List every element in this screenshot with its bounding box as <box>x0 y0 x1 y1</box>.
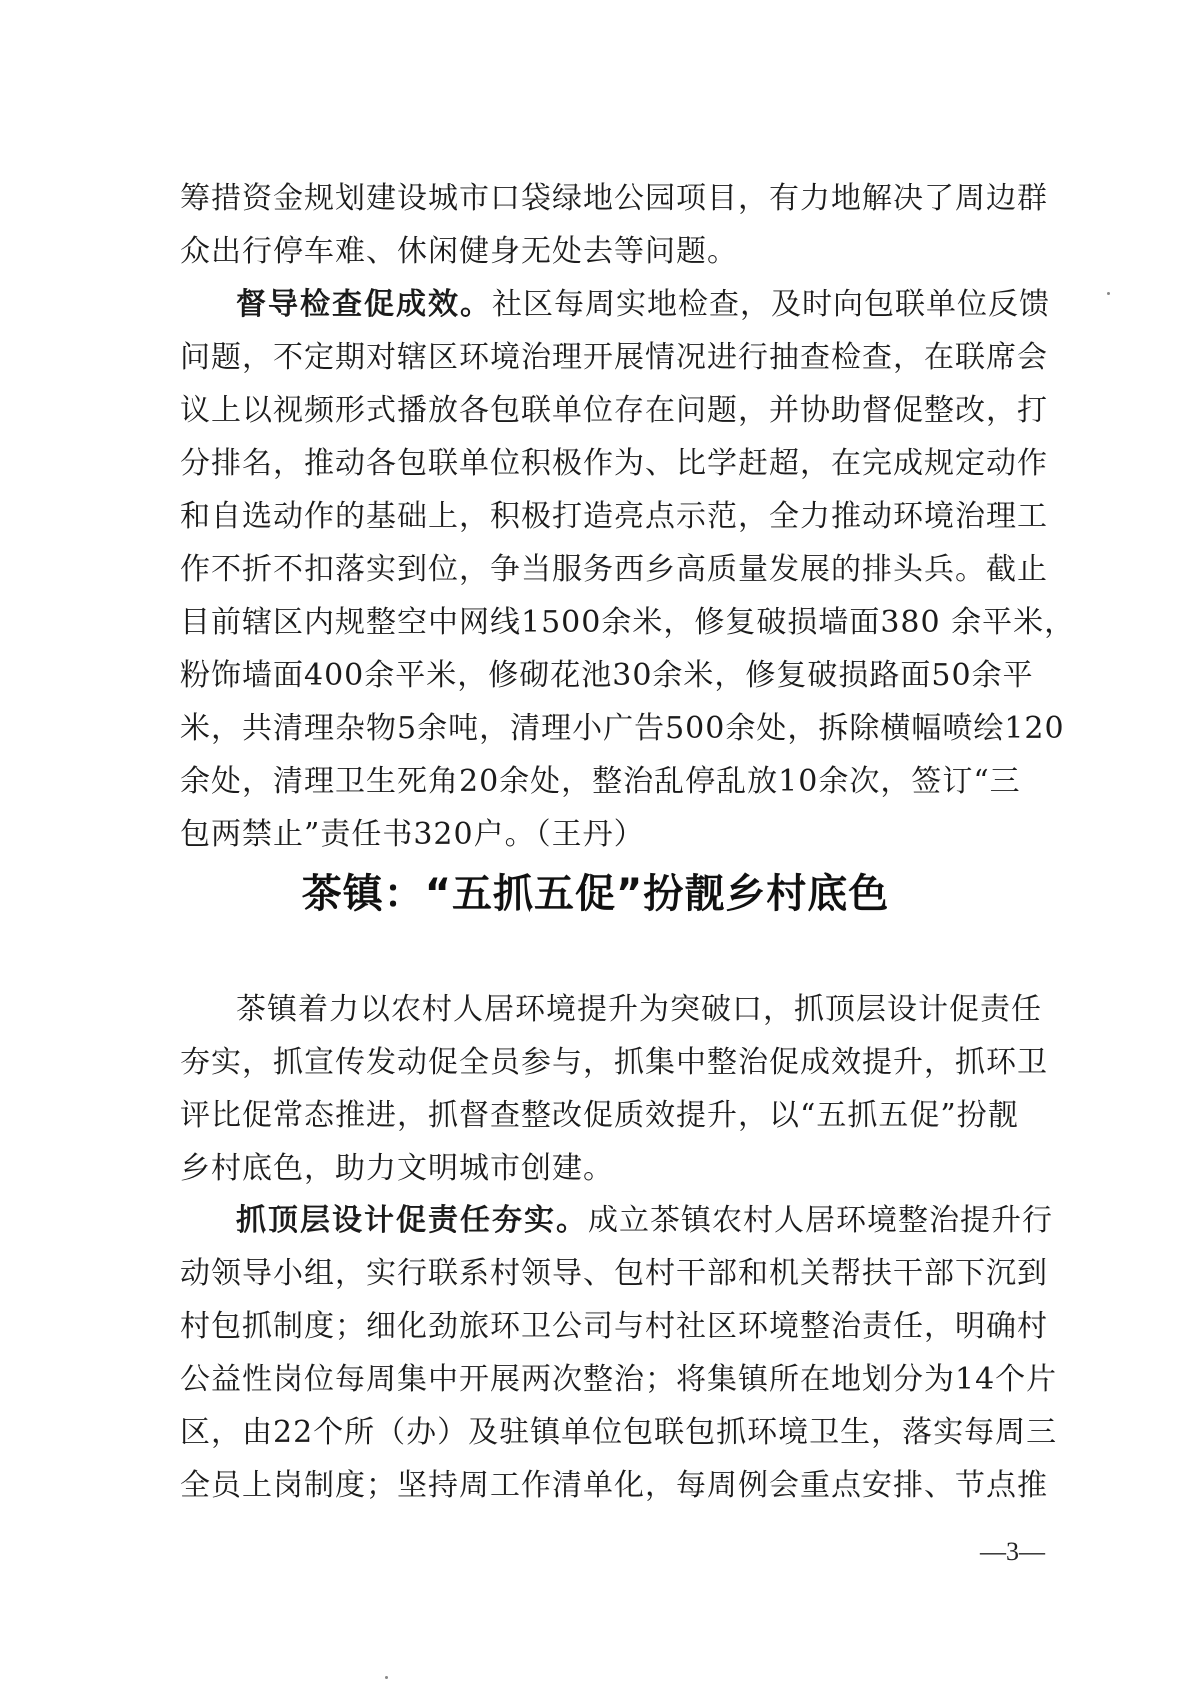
paragraph-top-level-design <box>180 1194 1060 1512</box>
text-line: 分排名，推动各包联单位积极作为、比学赶超，在完成规定动作 <box>180 446 1048 481</box>
paragraph-supervision <box>180 278 1076 861</box>
text-line: 全员上岗制度；坚持周工作清单化，每周例会重点安排、节点推 <box>180 1468 1048 1503</box>
text-line: 夯实，抓宣传发动促全员参与，抓集中整治促成效提升，抓环卫 <box>180 1045 1048 1080</box>
scan-speck <box>1107 292 1110 295</box>
scan-speck <box>385 1676 388 1679</box>
text-line: 村包抓制度；细化劲旅环卫公司与村社区环境整治责任，明确村 <box>180 1309 1048 1344</box>
text-line <box>180 1194 1060 1247</box>
text-fragment: 成立茶镇农村人居环境整治提升行 <box>588 1203 1053 1238</box>
text-line: 筹措资金规划建设城市口袋绿地公园项目，有力地解决了周边群 <box>180 181 1048 216</box>
article-title: 茶镇：“五抓五促”扮靓乡村底色 <box>301 871 890 917</box>
paragraph-intro <box>180 983 1060 1195</box>
paragraph-lead: 抓顶层设计促责任夯实。 <box>236 1203 588 1238</box>
text-line: 评比促常态推进，抓督查整改促质效提升，以“五抓五促”扮靓 <box>180 1098 1019 1133</box>
text-line: 动领导小组，实行联系村领导、包村干部和机关帮扶干部下沉到 <box>180 1256 1048 1291</box>
text-line: 乡村底色，助力文明城市创建。 <box>180 1151 614 1186</box>
text-line: 包两禁止”责任书320户。（王丹） <box>180 817 645 852</box>
text-line: 作不折不扣落实到位，争当服务西乡高质量发展的排头兵。截止 <box>180 552 1048 587</box>
text-line: 问题，不定期对辖区环境治理开展情况进行抽查检查，在联席会 <box>180 340 1048 375</box>
text-line: 公益性岗位每周集中开展两次整治；将集镇所在地划分为14个片 <box>180 1362 1058 1397</box>
paragraph-lead: 督导检查促成效。 <box>236 287 492 322</box>
paragraph-continuation <box>180 172 1060 278</box>
text-line: 和自选动作的基础上，积极打造亮点示范，全力推动环境治理工 <box>180 499 1048 534</box>
text-line: 茶镇着力以农村人居环境提升为突破口，抓顶层设计促责任 <box>236 992 1042 1027</box>
text-line: 目前辖区内规整空中网线1500余米，修复破损墙面380 余平米， <box>180 605 1076 640</box>
text-fragment: 社区每周实地检查，及时向包联单位反馈 <box>492 287 1050 322</box>
page-number: —3— <box>980 1537 1045 1566</box>
text-line: 区，由22个所（办）及驻镇单位包联包抓环境卫生，落实每周三 <box>180 1415 1058 1450</box>
text-line <box>180 278 1060 331</box>
text-line: 众出行停车难、休闲健身无处去等问题。 <box>180 234 738 269</box>
text-line: 议上以视频形式播放各包联单位存在问题，并协助督促整改，打 <box>180 393 1048 428</box>
text-line: 余处，清理卫生死角20余处，整治乱停乱放10余次，签订“三 <box>180 764 1021 799</box>
text-line: 米，共清理杂物5余吨，清理小广告500余处，拆除横幅喷绘120 <box>180 711 1065 746</box>
text-line: 粉饰墙面400余平米，修砌花池30余米，修复破损路面50余平 <box>180 658 1034 693</box>
